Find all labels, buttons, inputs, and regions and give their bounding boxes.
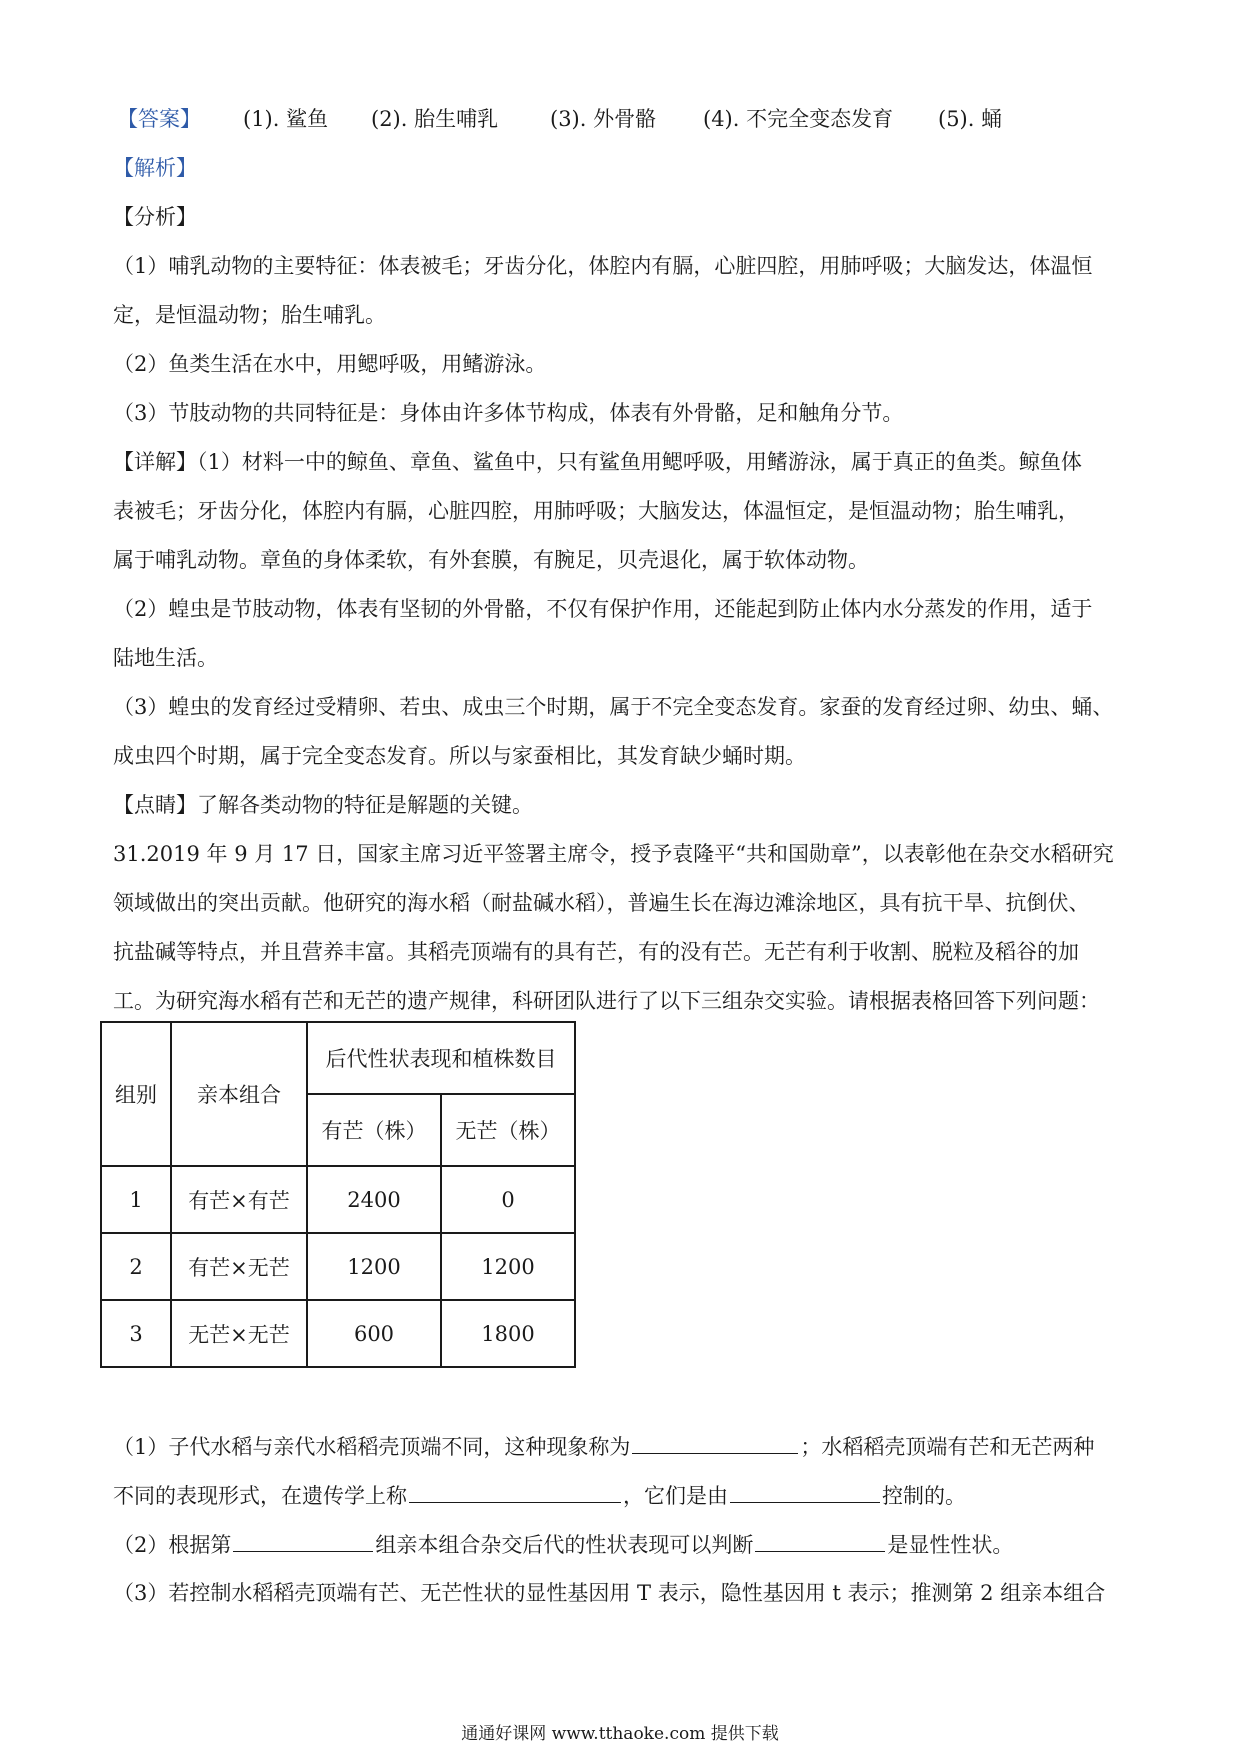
q31-line1: 31.2019 年 9 月 17 日，国家主席习近平签署主席令，授予袁隆平“共和国勋章”，以表彰他在杂交水稻研究 — [113, 842, 1114, 866]
answer-item-5: (5). 蛹 — [938, 107, 1003, 131]
answer-blank-4[interactable] — [233, 1529, 373, 1552]
dianjing-tag: 【点睛】 — [113, 793, 197, 817]
header-awn: 有芒（株） — [307, 1094, 441, 1166]
cell-parent: 有芒×有芒 — [171, 1166, 307, 1233]
q31-line3: 抗盐碱等特点，并且营养丰富。其稻壳顶端有的具有芒，有的没有芒。无芒有利于收割、脱粒及稻谷的加 — [113, 940, 1079, 964]
table-row — [101, 1233, 575, 1300]
page-footer: 通通好课网 www.tthaoke.com 提供下载 — [461, 1724, 779, 1744]
cell-group: 1 — [101, 1166, 171, 1233]
cell-awn: 600 — [307, 1300, 441, 1367]
table-row — [101, 1166, 575, 1233]
header-parent: 亲本组合 — [171, 1022, 307, 1166]
cell-awn: 2400 — [307, 1166, 441, 1233]
xiangjie-p3-line2: 成虫四个时期，属于完全变态发育。所以与家蚕相比，其发育缺少蛹时期。 — [113, 744, 806, 768]
table-header-row-1 — [101, 1022, 575, 1094]
xiangjie-p2-line2: 陆地生活。 — [113, 646, 218, 670]
fenxi-p1-line1: （1）哺乳动物的主要特征：体表被毛；牙齿分化，体腔内有膈，心脏四腔，用肺呼吸；大脑发达，体温恒 — [113, 254, 1093, 278]
cell-group: 2 — [101, 1233, 171, 1300]
q2-text-c: 是显性性状。 — [887, 1533, 1014, 1557]
q1-text-a: （1）子代水稻与亲代水稻稻壳顶端不同，这种现象称为 — [113, 1435, 631, 1459]
answer-item-3: (3). 外骨骼 — [550, 107, 657, 131]
dianjing-line — [113, 790, 1133, 820]
fenxi-p1-line2: 定，是恒温动物；胎生哺乳。 — [113, 303, 386, 327]
cell-noawn: 1800 — [441, 1300, 575, 1367]
question-3-line: （3）若控制水稻稻壳顶端有芒、无芒性状的显性基因用 T 表示，隐性基因用 t 表示；推测第 2 组亲本组合 — [113, 1581, 1106, 1605]
xiangjie-tag: 【详解】 — [113, 450, 197, 474]
answer-blank-3[interactable] — [730, 1480, 880, 1503]
fenxi-p3: （3）节肢动物的共同特征是：身体由许多体节构成，体表有外骨骼，足和触角分节。 — [113, 401, 904, 425]
xiangjie-line2: 表被毛；牙齿分化，体腔内有膈，心脏四腔，用肺呼吸；大脑发达，体温恒定，是恒温动物；胎生哺乳， — [113, 499, 1079, 523]
table-row — [101, 1300, 575, 1367]
dianjing-text: 了解各类动物的特征是解题的关键。 — [197, 793, 533, 817]
cell-parent: 无芒×无芒 — [171, 1300, 307, 1367]
header-group: 组别 — [101, 1022, 171, 1166]
answer-blank-2[interactable] — [409, 1480, 621, 1503]
xiangjie-p2-line1: （2）蝗虫是节肢动物，体表有坚韧的外骨骼，不仅有保护作用，还能起到防止体内水分蒸发的作用，适于 — [113, 597, 1093, 621]
answer-item-4: (4). 不完全变态发育 — [703, 107, 894, 131]
header-offspring: 后代性状表现和植株数目 — [307, 1022, 575, 1094]
q2-text-b: 组亲本组合杂交后代的性状表现可以判断 — [375, 1533, 754, 1557]
cell-awn: 1200 — [307, 1233, 441, 1300]
cross-results-table — [100, 1021, 576, 1368]
q2-text-a: （2）根据第 — [113, 1533, 232, 1557]
xiangjie-line3: 属于哺乳动物。章鱼的身体柔软，有外套膜，有腕足，贝壳退化，属于软体动物。 — [113, 548, 869, 572]
fenxi-tag: 【分析】 — [113, 205, 197, 229]
fenxi-p2: （2）鱼类生活在水中，用鳃呼吸，用鳍游泳。 — [113, 352, 547, 376]
q1-text-d: ，它们是由 — [623, 1484, 728, 1508]
question-2-line — [113, 1529, 1133, 1560]
answer-item-2: (2). 胎生哺乳 — [371, 107, 499, 131]
answer-blank-5[interactable] — [755, 1529, 885, 1552]
answer-tag: 【答案】 — [117, 107, 201, 131]
xiangjie-text1: （1）材料一中的鲸鱼、章鱼、鲨鱼中，只有鲨鱼用鳃呼吸，用鳍游泳，属于真正的鱼类。鲸鱼体 — [197, 450, 1082, 474]
q31-line2: 领域做出的突出贡献。他研究的海水稻（耐盐碱水稻），普遍生长在海边滩涂地区，具有抗干旱、抗倒伏、 — [113, 891, 1090, 915]
cell-group: 3 — [101, 1300, 171, 1367]
cell-noawn: 1200 — [441, 1233, 575, 1300]
analysis-tag: 【解析】 — [113, 156, 197, 180]
q1-text-c: 不同的表现形式，在遗传学上称 — [113, 1484, 407, 1508]
xiangjie-line1 — [113, 447, 1133, 477]
answer-row — [113, 104, 1133, 134]
answer-blank-1[interactable] — [632, 1431, 798, 1454]
cell-parent: 有芒×无芒 — [171, 1233, 307, 1300]
q1-text-e: 控制的。 — [882, 1484, 966, 1508]
answer-item-1: (1). 鲨鱼 — [243, 107, 329, 131]
xiangjie-p3-line1: （3）蝗虫的发育经过受精卵、若虫、成虫三个时期，属于不完全变态发育。家蚕的发育经过卵、幼虫、蛹、 — [113, 695, 1114, 719]
q31-line4: 工。为研究海水稻有芒和无芒的遗产规律，科研团队进行了以下三组杂交实验。请根据表格回答下列问题： — [113, 989, 1100, 1013]
question-1-line2 — [113, 1480, 1133, 1511]
q1-text-b: ；水稻稻壳顶端有芒和无芒两种 — [800, 1435, 1095, 1459]
header-noawn: 无芒（株） — [441, 1094, 575, 1166]
question-1-line1 — [113, 1431, 1133, 1462]
cell-noawn: 0 — [441, 1166, 575, 1233]
